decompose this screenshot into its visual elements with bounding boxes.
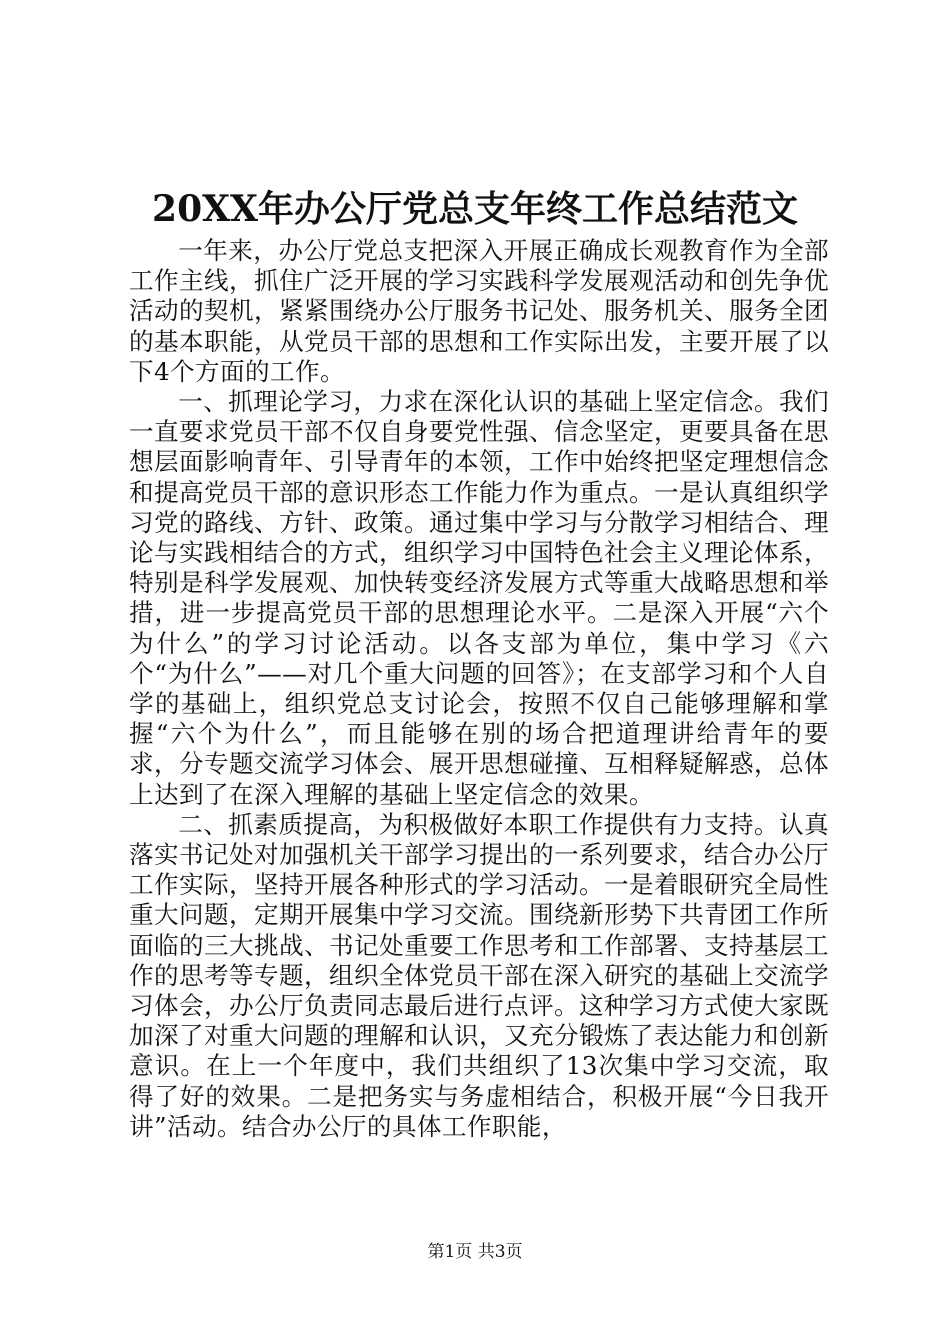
page-number-footer: 第1页 共3页 bbox=[427, 1242, 523, 1262]
document-body bbox=[129, 236, 829, 1142]
document-title: 20XX年办公厅党总支年终工作总结范文 bbox=[152, 188, 798, 230]
paragraph-section-1: 一、抓理论学习，力求在深化认识的基础上坚定信念。我们一直要求党员干部不仅自身要党性强、信念坚定，更要具备在思想层面影响青年、引导青年的本领，工作中始终把坚定理想信念和提高党员干部的意识形态工作能力作为重点。一是认真组织学习党的路线、方针、政策。通过集中学习与分散学习相结合、理论与实践相结合的方式，组织学习中国特色社会主义理论体系，特别是科学发展观、加快转变经济发展方式等重大战略思想和举措，进一步提高党员干部的思想理论水平。二是深入开展“六个为什么”的学习讨论活动。以各支部为单位，集中学习《六个“为什么”——对几个重大问题的回答》；在支部学习和个人自学的基础上，组织党总支讨论会，按照不仅自己能够理解和掌握“六个为什么”，而且能够在别的场合把道理讲给青年的要求，分专题交流学习体会、展开思想碰撞、互相释疑解惑，总体上达到了在深入理解的基础上坚定信念的效果。 bbox=[129, 387, 829, 809]
paragraph-section-2: 二、抓素质提高，为积极做好本职工作提供有力支持。认真落实书记处对加强机关干部学习提出的一系列要求，结合办公厅工作实际，坚持开展各种形式的学习活动。一是着眼研究全局性重大问题，定期开展集中学习交流。围绕新形势下共青团工作所面临的三大挑战、书记处重要工作思考和工作部署、支持基层工作的思考等专题，组织全体党员干部在深入研究的基础上交流学习体会，办公厅负责同志最后进行点评。这种学习方式使大家既加深了对重大问题的理解和认识，又充分锻炼了表达能力和创新意识。在上一个年度中，我们共组织了13次集中学习交流，取得了好的效果。二是把务实与务虚相结合，积极开展“今日我开讲”活动。结合办公厅的具体工作职能， bbox=[129, 809, 829, 1141]
paragraph-intro: 一年来，办公厅党总支把深入开展正确成长观教育作为全部工作主线，抓住广泛开展的学习实践科学发展观活动和创先争优活动的契机，紧紧围绕办公厅服务书记处、服务机关、服务全团的基本职能，从党员干部的思想和工作实际出发，主要开展了以下4个方面的工作。 bbox=[129, 236, 829, 386]
